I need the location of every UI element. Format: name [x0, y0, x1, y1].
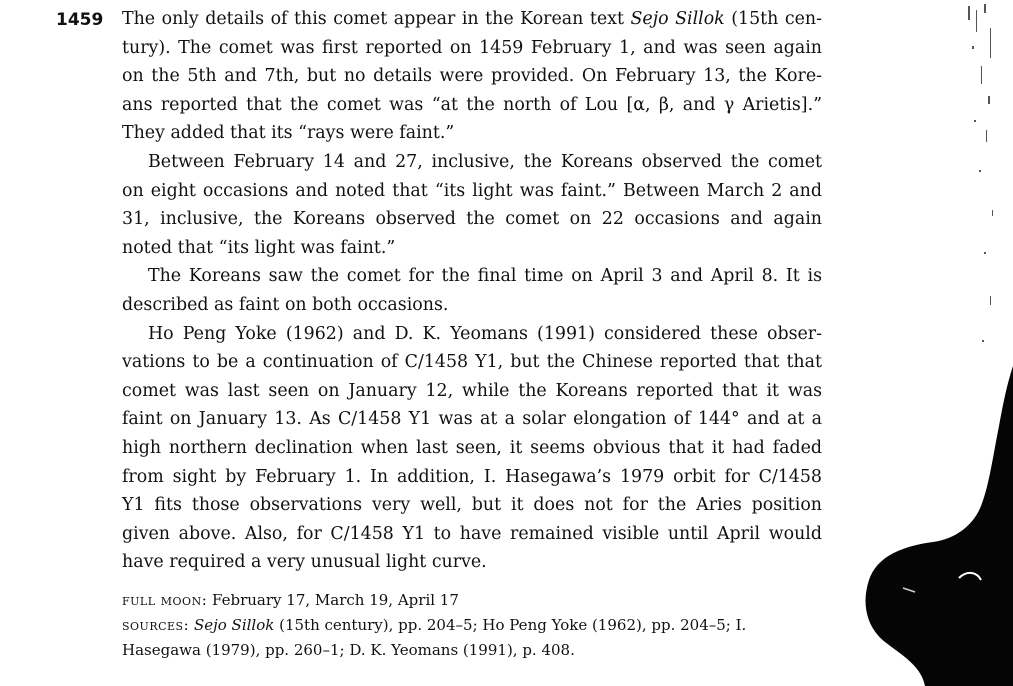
body-line: vations to be a continuation of C/1458 Y1, but the Chinese reported that that — [122, 352, 822, 373]
footnotes — [122, 588, 822, 663]
paragraph-start: The Koreans saw the comet for the final time on April 3 and April 8. It is — [148, 266, 822, 287]
body-line-1: The only details of this comet appear in the Korean text Sejo Sillok (15th cen- — [122, 9, 822, 29]
body-line: 31, inclusive, the Koreans observed the comet on 22 occasions and again — [122, 209, 822, 230]
sources-label: sources: — [122, 616, 190, 634]
full-moon-dates: February 17, March 19, April 17 — [207, 591, 459, 609]
sources-note-continued: Hasegawa (1979), pp. 260–1; D. K. Yeomans (1991), p. 408. — [122, 641, 575, 659]
body-line: noted that “its light was faint.” — [122, 237, 396, 258]
entry-year: 1459 — [56, 10, 104, 30]
body-line: on eight occasions and noted that “its light was faint.” Between March 2 and — [122, 180, 822, 201]
body-line: have required a very unusual light curve. — [122, 552, 487, 573]
body-line: on the 5th and 7th, but no details were provided. On February 13, the Kore- — [122, 66, 822, 87]
full-moon-note — [122, 588, 822, 613]
body-line: given above. Also, for C/1458 Y1 to have remained visible until April would — [122, 523, 822, 544]
paragraph-start: Between February 14 and 27, inclusive, the Koreans observed the comet — [148, 151, 822, 172]
paragraph-start: Ho Peng Yoke (1962) and D. K. Yeomans (1991) considered these obser- — [148, 323, 822, 344]
body-line: Y1 fits those observations very well, but it does not for the Aries position — [122, 495, 822, 516]
full-moon-label: full moon: — [122, 591, 208, 609]
body-line: comet was last seen on January 12, while the Koreans reported that it was — [122, 380, 822, 401]
entry-body — [122, 5, 822, 577]
body-line: ans reported that the comet was “at the north of Lou [α, β, and γ Arietis].” — [122, 94, 822, 115]
sources-note: sources: Sejo Sillok (15th century), pp. 204–5; Ho Peng Yoke (1962), pp. 204–5; I. — [122, 616, 747, 634]
body-line: tury). The comet was first reported on 1459 February 1, and was seen again — [122, 37, 822, 58]
body-line: high northern declination when last seen, it seems obvious that it had faded — [122, 437, 822, 458]
body-line: faint on January 13. As C/1458 Y1 was at a solar elongation of 144° and at a — [122, 409, 822, 430]
body-line: from sight by February 1. In addition, I. Hasegawa’s 1979 orbit for C/1458 — [122, 466, 822, 487]
italic-title: Sejo Sillok — [630, 9, 725, 29]
body-line: They added that its “rays were faint.” — [122, 123, 455, 144]
scan-shadow — [863, 366, 1013, 686]
sources-italic-title: Sejo Sillok — [193, 616, 275, 634]
body-line: described as faint on both occasions. — [122, 294, 449, 315]
